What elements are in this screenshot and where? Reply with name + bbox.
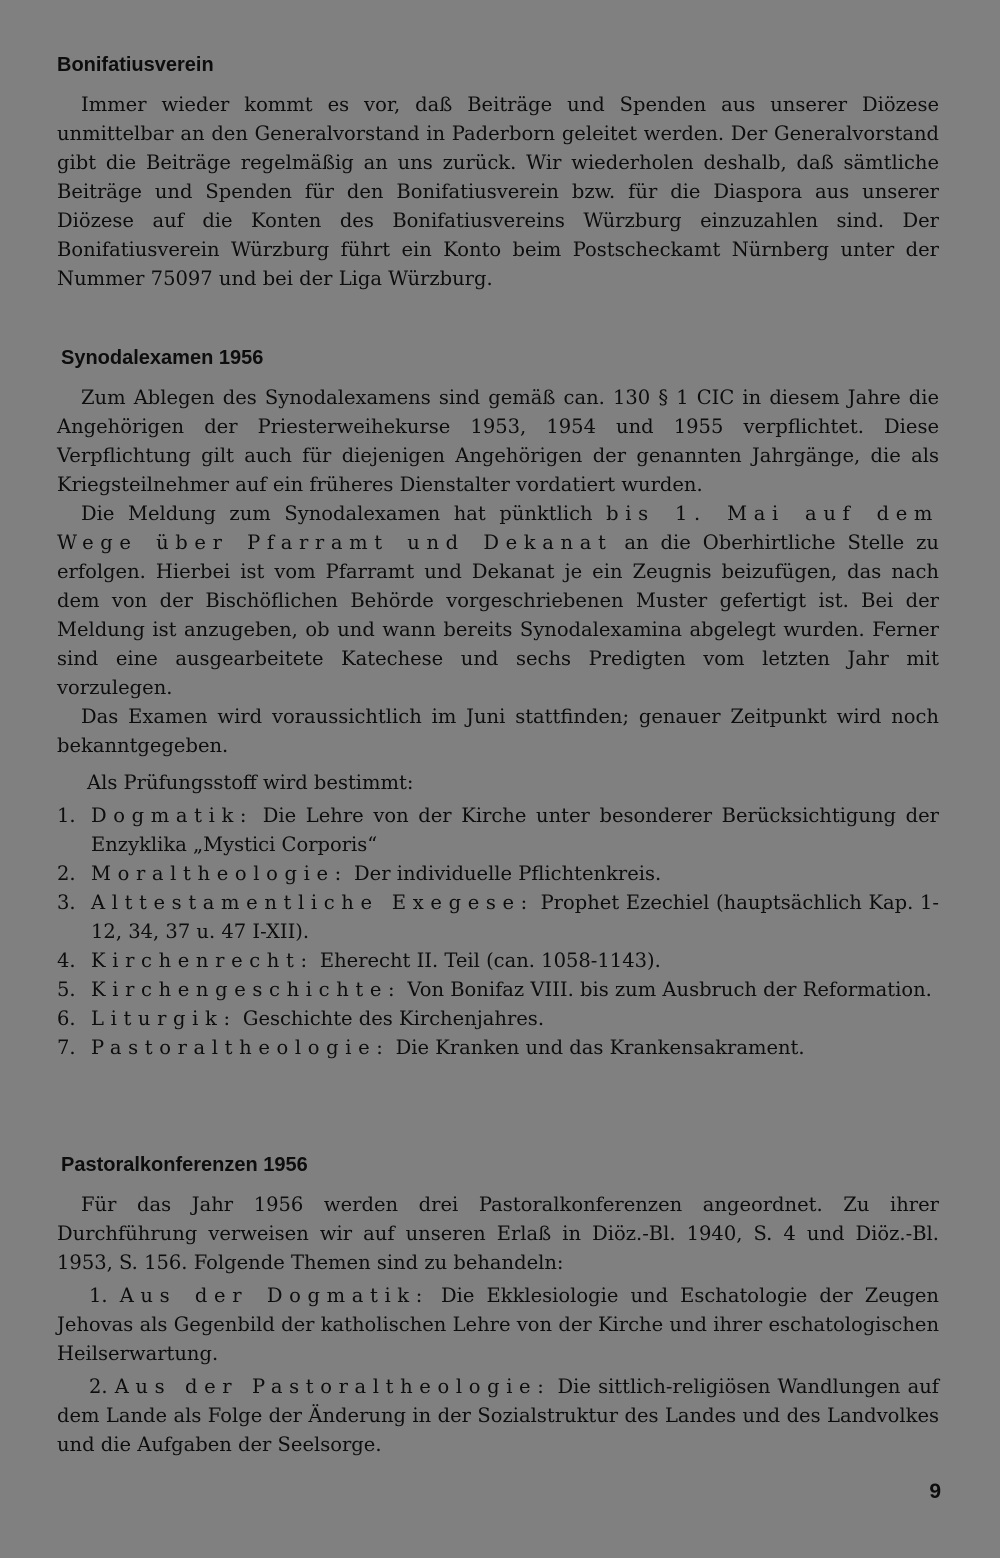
topic-subject: Aus der Dogmatik:	[119, 1284, 429, 1307]
paragraph: Zum Ablegen des Synodalexamens sind gemäß can. 130 § 1 CIC in diesem Jahre die Angehörigen der Priesterweihekurse 1953, 1954 und 1955 verpflichtet. Diese Verpflichtung gilt auch für diejenigen Angehörigen der genannten Jahrgänge, die als Kriegsteilnehmer auf ein früheres Dienstalter vordatiert wurden.	[57, 386, 939, 496]
list-item	[57, 801, 939, 859]
item-text: Die Kranken und das Krankensakrament.	[395, 1036, 805, 1059]
topic-number: 2.	[89, 1375, 108, 1398]
section-synodalexamen	[57, 345, 939, 1062]
item-text: Prophet Ezechiel (hauptsächlich Kap. 1-12, 34, 37 u. 47 I-XII).	[91, 891, 939, 943]
topic-subject: Aus der Pastoraltheologie:	[114, 1375, 551, 1398]
list-item	[57, 1004, 939, 1033]
item-subject: Pastoraltheologie:	[91, 1036, 390, 1059]
item-text: Der individuelle Pflichtenkreis.	[354, 862, 662, 885]
section-pastoralkonferenzen	[57, 1152, 939, 1459]
paragraph: Immer wieder kommt es vor, daß Beiträge und Spenden aus unserer Diözese unmittelbar an den Generalvorstand in Paderborn geleitet werden. Der Generalvorstand gibt die Beiträge regelmäßig an uns zurück. Wir wiederholen deshalb, daß sämtliche Beiträge und Spenden für den Bonifatiusverein bzw. für die Diaspora aus unserer Diözese auf die Konten des Bonifatiusvereins Würzburg einzuzahlen sind. Der Bonifatiusverein Würzburg führt ein Konto beim Postscheckamt Nürnberg unter der Nummer 75097 und bei der Liga Würzburg.	[57, 93, 939, 290]
item-number: 5.	[57, 978, 76, 1001]
text-run: an die Oberhirtliche Stelle zu erfolgen. Hierbei ist vom Pfarramt und Dekanat je ein Zeugnis beizufügen, das nach dem von der Bischöflichen Behörde vorgeschriebenen Muster gefertigt ist. Bei der Meldung ist anzugeben, ob und wann bereits Synodalexamina abgelegt wurden. Ferner sind eine ausgearbeitete Katechese und sechs Predigten vom letzten Jahr mit vorzulegen.	[57, 531, 939, 699]
section-bonifatiusverein	[57, 52, 939, 293]
list-item	[57, 859, 939, 888]
item-number: 6.	[57, 1007, 76, 1030]
item-number: 3.	[57, 891, 76, 914]
conference-topic	[57, 1372, 939, 1459]
item-text: Geschichte des Kirchenjahres.	[242, 1007, 545, 1030]
paragraph	[57, 499, 939, 702]
item-number: 1.	[57, 804, 76, 827]
topic-text: Die sittlich-religiösen Wandlungen auf dem Lande als Folge der Änderung in der Sozialstruktur des Landes und des Landvolkes und die Aufgaben der Seelsorge.	[57, 1375, 939, 1456]
item-text: Die Lehre von der Kirche unter besonderer Berücksichtigung der Enzyklika „Mystici Corporis“	[91, 804, 939, 856]
item-number: 4.	[57, 949, 76, 972]
item-number: 2.	[57, 862, 76, 885]
paragraph: Als Prüfungsstoff wird bestimmt:	[87, 771, 414, 794]
item-subject: Kirchenrecht:	[91, 949, 314, 972]
paragraph: Für das Jahr 1956 werden drei Pastoralkonferenzen angeordnet. Zu ihrer Durchführung verweisen wir auf unseren Erlaß in Diöz.-Bl. 1940, S. 4 und Diöz.-Bl. 1953, S. 156. Folgende Themen sind zu behandeln:	[57, 1193, 939, 1274]
item-subject: Alttestamentliche Exegese:	[91, 891, 534, 914]
conference-topic	[57, 1281, 939, 1368]
section-heading: Pastoralkonferenzen 1956	[61, 1154, 308, 1176]
item-text: Von Bonifaz VIII. bis zum Ausbruch der Reformation.	[407, 978, 932, 1001]
section-heading: Synodalexamen 1956	[61, 347, 264, 369]
topic-number: 1.	[89, 1284, 108, 1307]
item-subject: Moraltheologie:	[91, 862, 348, 885]
page-number: 9	[929, 1480, 941, 1503]
list-item	[57, 888, 939, 946]
spaced-emphasis: bis 1. Mai auf dem Wege über Pfarramt und Dekanat	[57, 502, 939, 554]
item-subject: Kirchengeschichte:	[91, 978, 402, 1001]
item-text: Eherecht II. Teil (can. 1058-1143).	[319, 949, 661, 972]
topic-text: Die Ekklesiologie und Eschatologie der Zeugen Jehovas als Gegenbild der katholischen Lehre von der Kirche und ihrer eschatologischen Heilserwartung.	[57, 1284, 939, 1365]
paragraph: Das Examen wird voraussichtlich im Juni stattfinden; genauer Zeitpunkt wird noch bekanntgegeben.	[57, 705, 939, 757]
section-heading: Bonifatiusverein	[57, 54, 214, 76]
item-subject: Liturgik:	[91, 1007, 237, 1030]
list-item	[57, 1033, 939, 1062]
item-number: 7.	[57, 1036, 76, 1059]
item-subject: Dogmatik:	[91, 804, 254, 827]
list-item	[57, 975, 939, 1004]
list-item	[57, 946, 939, 975]
text-run: Die Meldung zum Synodalexamen hat pünktlich	[81, 502, 593, 525]
exam-subject-list	[57, 801, 939, 1062]
